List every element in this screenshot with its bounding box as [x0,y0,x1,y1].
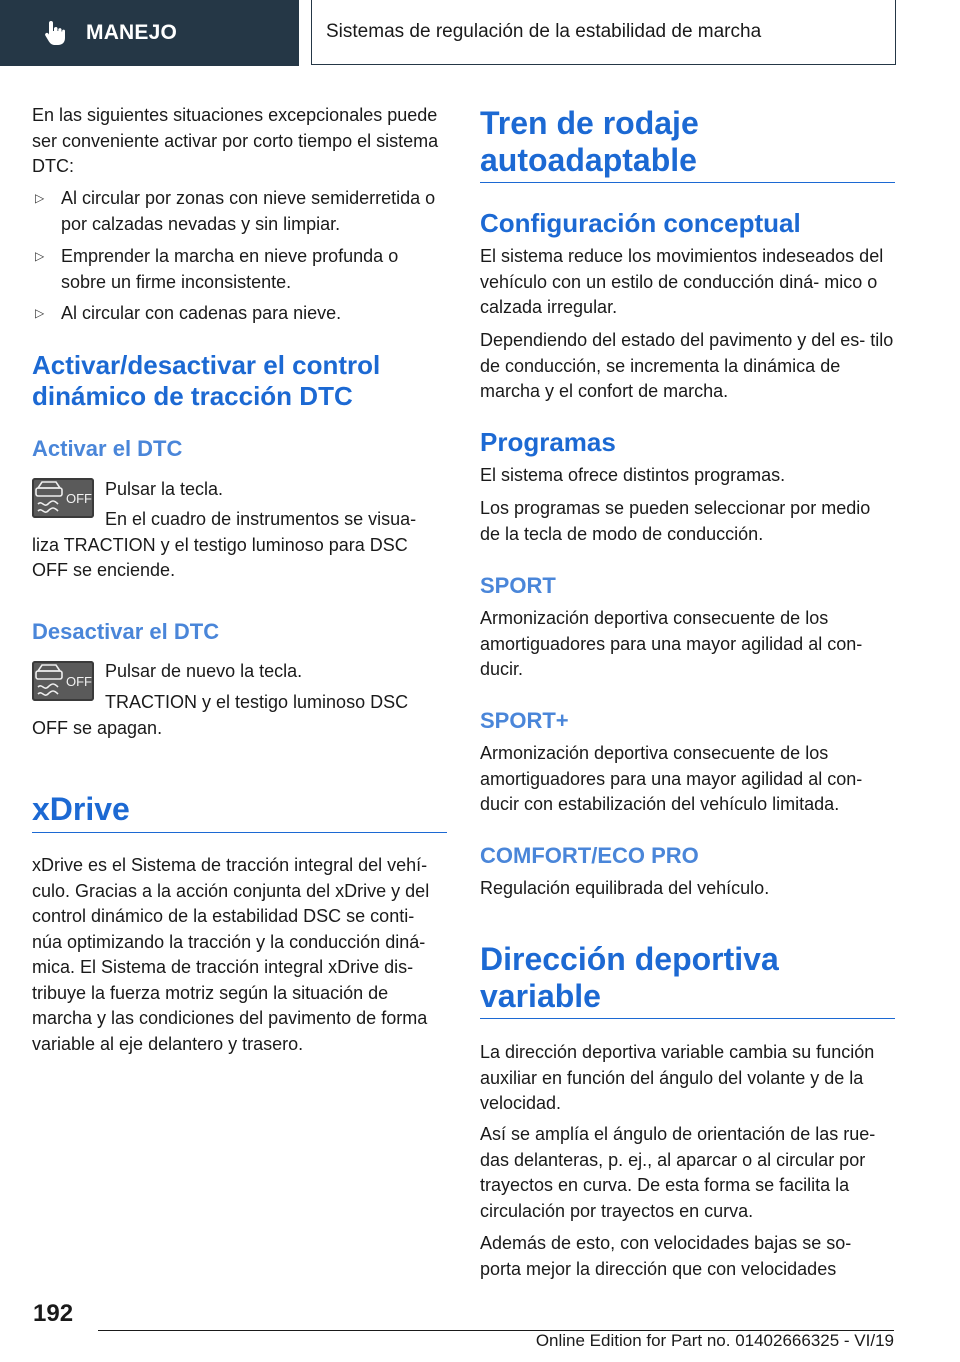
intro-paragraph: En las siguientes situaciones excepcionales puede ser conveniente activar por corto tiempo el sistema DTC: [32,105,439,176]
steering-paragraph-2: Así se amplía el ángulo de orientación de las rue‐ das delanteras, p. ej., al aparcar o al circular por trayectos en curva. De esta forma se facilita la circulación por trayectos en curva. [480,1124,876,1221]
section-header [0,0,299,66]
steering-paragraph-1: La dirección deportiva variable cambia su función auxiliar en función del ángulo del volante y de la velocidad. [480,1042,875,1113]
heading-sport-plus: SPORT+ [480,708,569,733]
heading-adaptive-chassis: Tren de rodaje autoadaptable [480,105,699,178]
heading-rule [32,832,447,833]
heading-activate-dtc: Activar el DTC [32,436,183,461]
activate-step: Pulsar la tecla. [105,479,224,499]
deactivate-result: TRACTION y el testigo luminoso DSC OFF se apagan. [32,692,409,738]
steering-paragraph-3: Además de esto, con velocidades bajas se so‐ porta mejor la dirección que con velocidades [480,1233,852,1279]
heading-rule [480,1018,895,1019]
heading-sport: SPORT [480,573,556,598]
concept-paragraph-2: Dependiendo del estado del pavimento y del es‐ tilo de conducción, se incrementa la dinámica de marcha y el confort de marcha. [480,330,894,401]
sport-plus-paragraph: Armonización deportiva consecuente de los amortiguadores para una mayor agilidad al con‐ ducir con estabilización del vehículo limitada. [480,743,863,814]
heading-comfort-eco-pro: COMFORT/ECO PRO [480,843,699,868]
deactivate-step: Pulsar de nuevo la tecla. [105,661,303,681]
key-off-label: OFF [66,491,92,506]
section-label: MANEJO [86,21,178,44]
activate-result: En el cuadro de instrumentos se visua‐ liza TRACTION y el testigo luminoso para DSC OFF se enciende. [32,509,417,580]
comfort-paragraph: Regulación equilibrada del vehículo. [480,878,770,898]
heading-activate-deactivate-dtc: Activar/desactivar el control dinámico de tracción DTC [32,350,381,411]
programs-paragraph-1: El sistema ofrece distintos programas. [480,465,786,485]
xdrive-paragraph: xDrive es el Sistema de tracción integral del vehí‐ culo. Gracias a la acción conjunta del xDrive y del control dinámico de la estabilidad DSC se conti‐ núa optimizando la tracción y la conducción diná‐ mica. El Sistema de tracción integral xDrive dis‐ tribuye la fuerza motriz según la situación de marcha y las condiciones del pavimento de forma variable al eje delantero y trasero. [32,855,430,1054]
heading-concept: Configuración conceptual [480,208,801,238]
triangle-bullet-icon: ▷ [35,306,45,320]
triangle-bullet-icon: ▷ [35,191,45,205]
list-item: ▷ Al circular con cadenas para nieve. [32,301,447,327]
heading-rule [480,182,895,183]
triangle-bullet-icon: ▷ [35,249,45,263]
hand-pointer-icon [44,20,66,46]
heading-variable-sport-steering: Dirección deportiva variable [480,941,779,1014]
chapter-title: Sistemas de regulación de la estabilidad de marcha [326,21,762,42]
sport-paragraph: Armonización deportiva consecuente de los amortiguadores para una mayor agilidad al con‐ ducir. [480,608,863,679]
concept-paragraph-1: El sistema reduce los movimientos indeseados del vehículo con un estilo de conducción diná‐ mico o calzada irregular. [480,246,884,317]
page-number: 192 [33,1300,74,1327]
key-off-label: OFF [66,674,92,689]
heading-xdrive: xDrive [32,791,130,827]
edition-footer: Online Edition for Part no. 01402666325 - VI/19 [535,1331,894,1350]
list-item: ▷ Emprender la marcha en nieve profunda o sobre un firme inconsistente. [35,246,399,292]
programs-paragraph-2: Los programas se pueden seleccionar por medio de la tecla de modo de conducción. [480,498,871,544]
list-item: ▷ Al circular por zonas con nieve semiderretida o por calzadas nevadas y sin limpiar. [35,188,436,234]
chapter-header [311,0,896,65]
heading-deactivate-dtc: Desactivar el DTC [32,619,220,644]
heading-programs: Programas [480,427,616,457]
